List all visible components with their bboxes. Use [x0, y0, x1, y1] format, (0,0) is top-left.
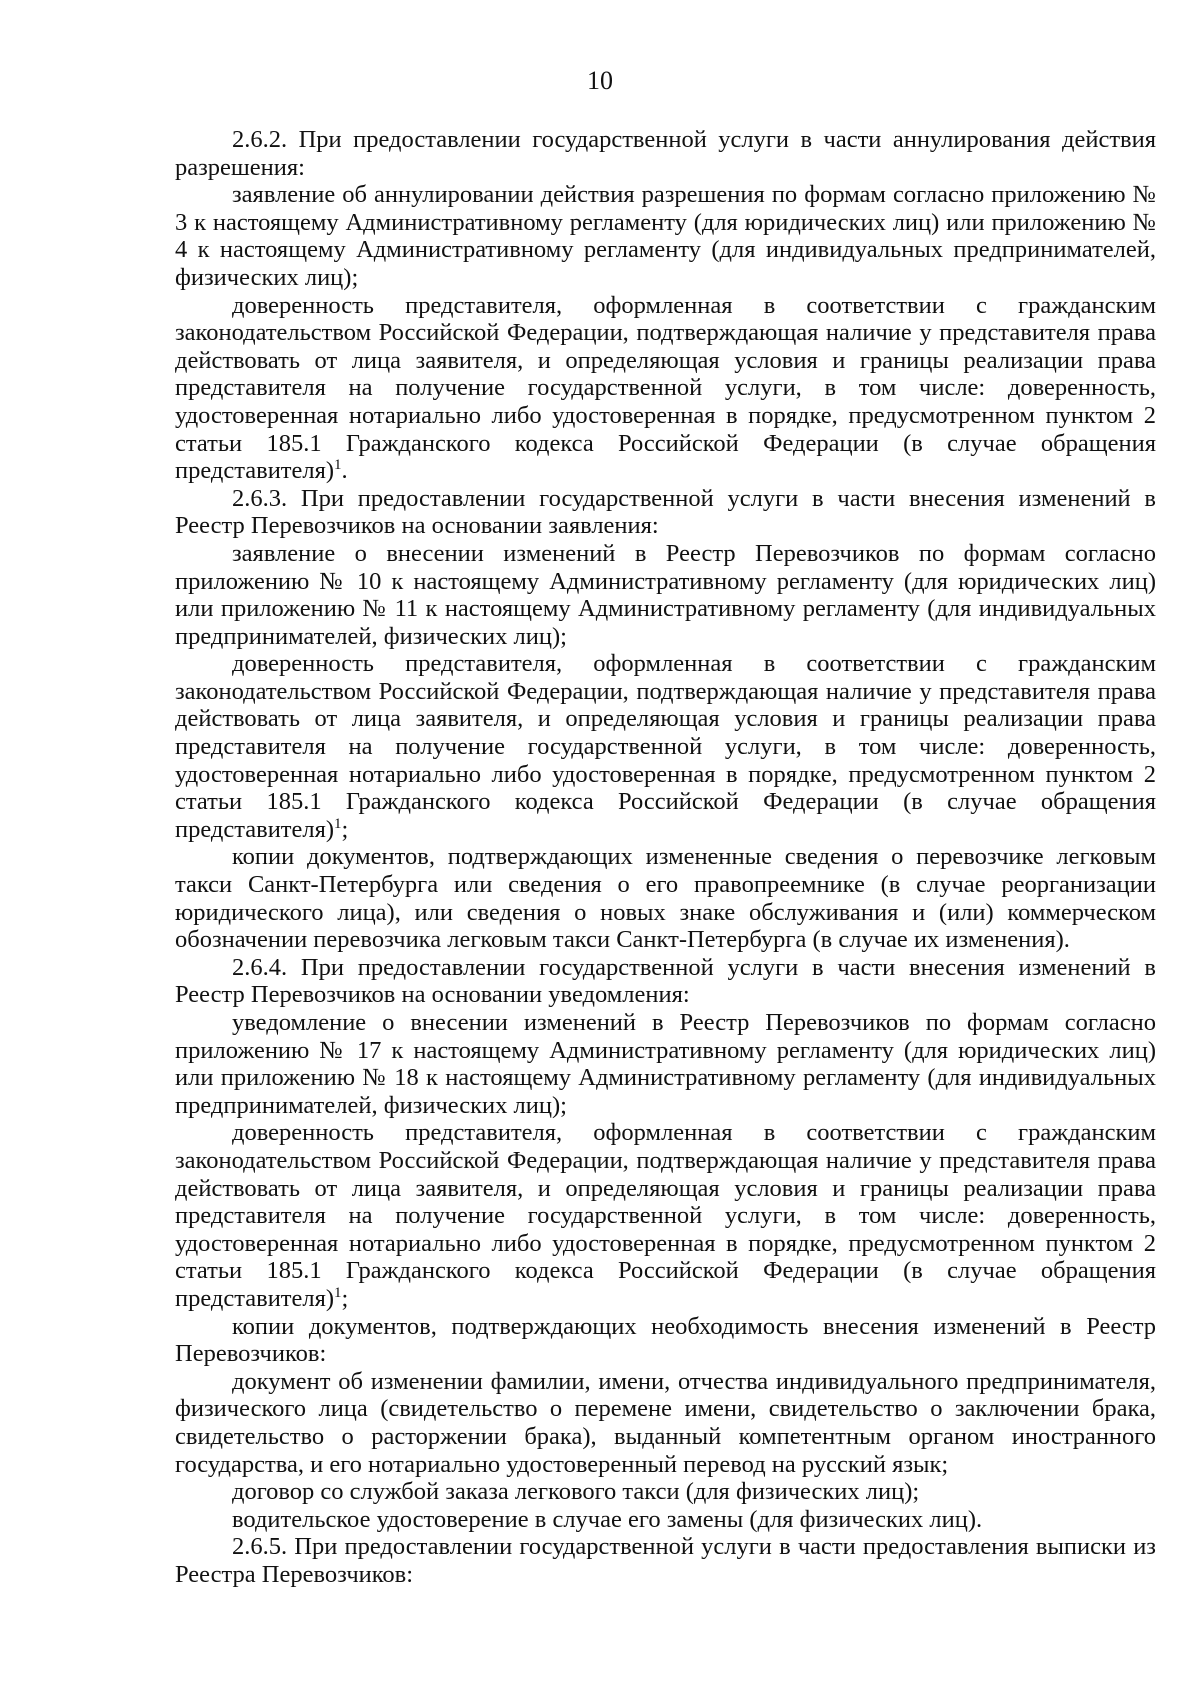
- paragraph: [175, 1368, 1156, 1478]
- paragraph-text: доверенность представителя, оформленная в соответствии с гражданским законодательством Российской Федерации, подтверждающая наличие у представителя права действовать от лица заявителя, и определяющая условия и границы реализации права представителя на получение государственной услуги, в том числе: доверенность, удостоверенная нотариально либо удостоверенная в порядке, предусмотренном пунктом 2 статьи 185.1 Гражданского кодекса Российской Федерации (в случае обращения представителя): [175, 1119, 1156, 1312]
- paragraph-text: заявление об аннулировании действия разрешения по формам согласно приложению № 3 к настоящему Административному регламенту (для юридических лиц) или приложению № 4 к настоящему Административному регламенту (для индивидуальных предпринимателей, физических лиц);: [175, 181, 1156, 291]
- paragraph: [175, 1506, 1156, 1534]
- paragraph-text: 2.6.5. При предоставлении государственной услуги в части предоставления выписки из Реестра Перевозчиков:: [175, 1533, 1156, 1588]
- paragraph-text: копии документов, подтверждающих измененные сведения о перевозчике легковым такси Санкт-Петербурга или сведения о его правопреемнике (в случае реорганизации юридического лица), или сведения о новых знаке обслуживания и (или) коммерческом обозначении перевозчика легковым такси Санкт-Петербурга (в случае их изменения).: [175, 843, 1156, 954]
- paragraph-text: 2.6.3. При предоставлении государственной услуги в части внесения изменений в Реестр Перевозчиков на основании заявления:: [175, 484, 1156, 540]
- paragraph: [175, 650, 1156, 843]
- paragraph: [175, 540, 1156, 650]
- paragraph-text: копии документов, подтверждающих необходимость внесения изменений в Реестр Перевозчиков:: [175, 1312, 1156, 1368]
- paragraph-punctuation: ;: [341, 1284, 349, 1312]
- paragraph: [175, 1009, 1156, 1119]
- paragraph: [175, 1478, 1156, 1506]
- paragraph-text: 2.6.4. При предоставлении государственной услуги в части внесения изменений в Реестр Перевозчиков на основании уведомления:: [175, 953, 1156, 1009]
- paragraph-text: 2.6.2. При предоставлении государственной услуги в части аннулирования действия разрешения:: [175, 126, 1156, 181]
- paragraph-text: уведомление о внесении изменений в Реестр Перевозчиков по формам согласно приложению № 17 к настоящему Административному регламенту (для юридических лиц) или приложению № 18 к настоящему Административному регламенту (для индивидуальных предпринимателей, физических лиц);: [175, 1009, 1156, 1119]
- paragraph-punctuation: .: [341, 457, 348, 485]
- paragraph: [175, 485, 1156, 540]
- paragraph-text: доверенность представителя, оформленная в соответствии с гражданским законодательством Российской Федерации, подтверждающая наличие у представителя права действовать от лица заявителя, и определяющая условия и границы реализации права представителя на получение государственной услуги, в том числе: доверенность, удостоверенная нотариально либо удостоверенная в порядке, предусмотренном пунктом 2 статьи 185.1 Гражданского кодекса Российской Федерации (в случае обращения представителя): [175, 291, 1156, 485]
- footnote-reference: 1: [334, 1284, 342, 1301]
- paragraph: [175, 292, 1156, 485]
- paragraph: [175, 126, 1156, 181]
- paragraph: [175, 954, 1156, 1009]
- paragraph: [175, 1313, 1156, 1368]
- paragraph-text: водительское удостоверение в случае его замены (для физических лиц).: [232, 1505, 983, 1533]
- paragraph-text: договор со службой заказа легкового такси (для физических лиц);: [232, 1478, 920, 1506]
- paragraph: [175, 181, 1156, 291]
- paragraph-text: заявление о внесении изменений в Реестр Перевозчиков по формам согласно приложению № 10 к настоящему Административному регламенту (для юридических лиц) или приложению № 11 к настоящему Административному регламенту (для индивидуальных предпринимателей, физических лиц);: [175, 539, 1156, 650]
- paragraph-punctuation: ;: [341, 815, 349, 843]
- paragraph: [175, 1533, 1156, 1588]
- paragraph-text: документ об изменении фамилии, имени, отчества индивидуального предпринимателя, физического лица (свидетельство о перемене имени, свидетельство о заключении брака, свидетельство о расторжении брака), выданный компетентным органом иностранного государства, и его нотариально удостоверенный перевод на русский язык;: [175, 1367, 1156, 1478]
- paragraph: [175, 843, 1156, 953]
- footnote-reference: 1: [334, 456, 342, 473]
- page-number: 10: [587, 66, 613, 95]
- document-body: [175, 126, 1156, 1588]
- footnote-reference: 1: [334, 815, 342, 832]
- paragraph: [175, 1119, 1156, 1312]
- paragraph-text: доверенность представителя, оформленная в соответствии с гражданским законодательством Российской Федерации, подтверждающая наличие у представителя права действовать от лица заявителя, и определяющая условия и границы реализации права представителя на получение государственной услуги, в том числе: доверенность, удостоверенная нотариально либо удостоверенная в порядке, предусмотренном пунктом 2 статьи 185.1 Гражданского кодекса Российской Федерации (в случае обращения представителя): [175, 650, 1156, 843]
